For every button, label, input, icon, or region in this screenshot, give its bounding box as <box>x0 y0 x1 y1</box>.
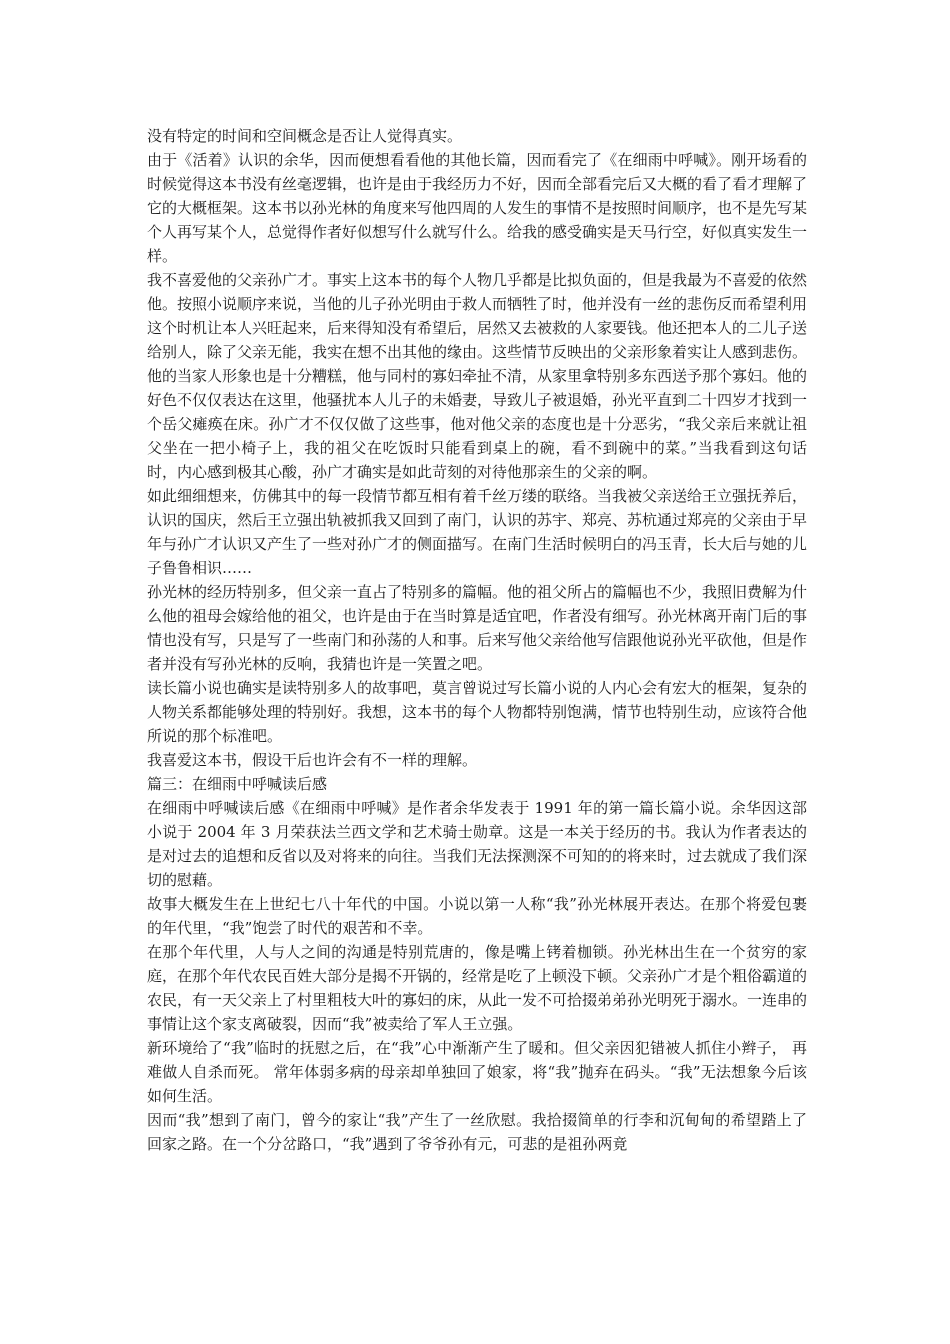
paragraph-setting: 故事大概发生在上世纪七八十年代的中国。小说以第一人称“我”孙光林展开表达。在那个将爱包裹的年代里，“我”饱尝了时代的艰苦和不幸。 <box>147 895 807 937</box>
paragraph-new-environment: 新环境给了“我”临时的抚慰之后，在“我”心中渐渐产生了暖和。但父亲因犯错被人抓住小辫子， 再难做人自杀而死。 常年体弱多病的母亲却单独回了娘家，将“我”抛弃在码头。“我”无法想象今后该如何生活。 <box>147 1039 807 1105</box>
document-page <box>147 124 807 1156</box>
paragraph-long-novel: 读长篇小说也确实是读特别多人的故事吧，莫言曾说过写长篇小说的人内心会有宏大的框架，复杂的人物关系都能够处理的特别好。我想，这本书的每个人物都特别饱满，情节也特别生动，应该符合他所说的那个标准吧。 <box>147 679 808 745</box>
paragraph-like-book: 我喜爱这本书，假设干后也许会有不一样的理解。 <box>147 751 478 769</box>
paragraph-return-home: 因而“我”想到了南门，曾今的家让“我”产生了一丝欣慰。我拾掇简单的行李和沉甸甸的希望踏上了回家之路。在一个分岔路口，“我”遇到了爷爷孙有元，可悲的是祖孙两竟 <box>147 1111 807 1153</box>
paragraph-father: 我不喜爱他的父亲孙广才。事实上这本书的每个人物几乎都是比拟负面的，但是我最为不喜爱的依然他。按照小说顺序来说，当他的儿子孙光明由于救人而牺牲了时，他并没有一丝的悲伤反而希望利用这个时机让本人兴旺起来，后来得知没有希望后，居然又去被救的人家要钱。他还把本人的二儿子送给别人，除了父亲无能，我实在想不出其他的缘由。这些情节反映出的父亲形象着实让人感到悲伤。他的当家人形象也是十分糟糕，他与同村的寡妇牵扯不清，从家里拿特别多东西送予那个寡妇。他的好色不仅仅表达在这里，他骚扰本人儿子的未婚妻，导致儿子被退婚，孙光平直到二十四岁才找到一个岳父瘫痪在床。孙广才不仅仅做了这些事，他对他父亲的态度也是十分恶劣，“我父亲后来就让祖父坐在一把小椅子上，我的祖父在吃饭时只能看到桌上的碗，看不到碗中的菜。”当我看到这句话时，内心感到极其心酸，孙广才确实是如此苛刻的对待他那亲生的父亲的啊。 <box>147 271 808 481</box>
paragraph-novel-info: 在细雨中呼喊读后感《在细雨中呼喊》是作者余华发表于 1991 年的第一篇长篇小说。余华因这部小说于 2004 年 3 月荣获法兰西文学和艺术骑士勋章。这是一本关于经历的书。我认为作者表达的是对过去的追想和反省以及对将来的向往。当我们无法探测深不可知的的将来时，过去就成了我们深切的慰藉。 <box>147 799 808 889</box>
paragraph-intro: 由于《活着》认识的余华，因而便想看看他的其他长篇，因而看完了《在细雨中呼喊》。刚开场看的时候觉得这本书没有丝毫逻辑，也许是由于我经历力不好，因而全部看完后又大概的看了看才理解了它的大概框架。这本书以孙光林的角度来写他四周的人发生的事情不是按照时间顺序，也不是先写某个人再写某个人，总觉得作者好似想写什么就写什么。给我的感受确实是天马行空，好似真实发生一样。 <box>147 151 808 265</box>
paragraph-experiences: 孙光林的经历特别多，但父亲一直占了特别多的篇幅。他的祖父所占的篇幅也不少，我照旧费解为什么他的祖母会嫁给他的祖父，也许是由于在当时算是适宜吧，作者没有细写。孙光林离开南门后的事情也没有写，只是写了一些南门和孙荡的人和事。后来写他父亲给他写信跟他说孙光平砍他，但是作者并没有写孙光林的反响，我猜也许是一笑置之吧。 <box>147 583 808 673</box>
paragraph-title-question: 没有特定的时间和空间概念是否让人觉得真实。 <box>147 127 463 145</box>
paragraph-connections: 如此细细想来，仿佛其中的每一段情节都互相有着千丝万缕的联络。当我被父亲送给王立强抚养后，认识的国庆，然后王立强出轨被抓我又回到了南门，认识的苏宇、郑亮、苏杭通过郑亮的父亲由于早年与孙广才认识又产生了一些对孙广才的侧面描写。在南门生活时候明白的冯玉青，长大后与她的儿子鲁鲁相识…… <box>147 487 808 577</box>
section-heading: 篇三：在细雨中呼喊读后感 <box>147 775 328 793</box>
paragraph-era: 在那个年代里，人与人之间的沟通是特别荒唐的，像是嘴上铐着枷锁。孙光林出生在一个贫穷的家庭，在那个年代农民百姓大部分是揭不开锅的，经常是吃了上顿没下顿。父亲孙广才是个粗俗霸道的农民，有一天父亲上了村里粗枝大叶的寡妇的床，从此一发不可拾掇弟弟孙光明死于溺水。一连串的事情让这个家支离破裂，因而“我”被卖给了军人王立强。 <box>147 943 808 1033</box>
